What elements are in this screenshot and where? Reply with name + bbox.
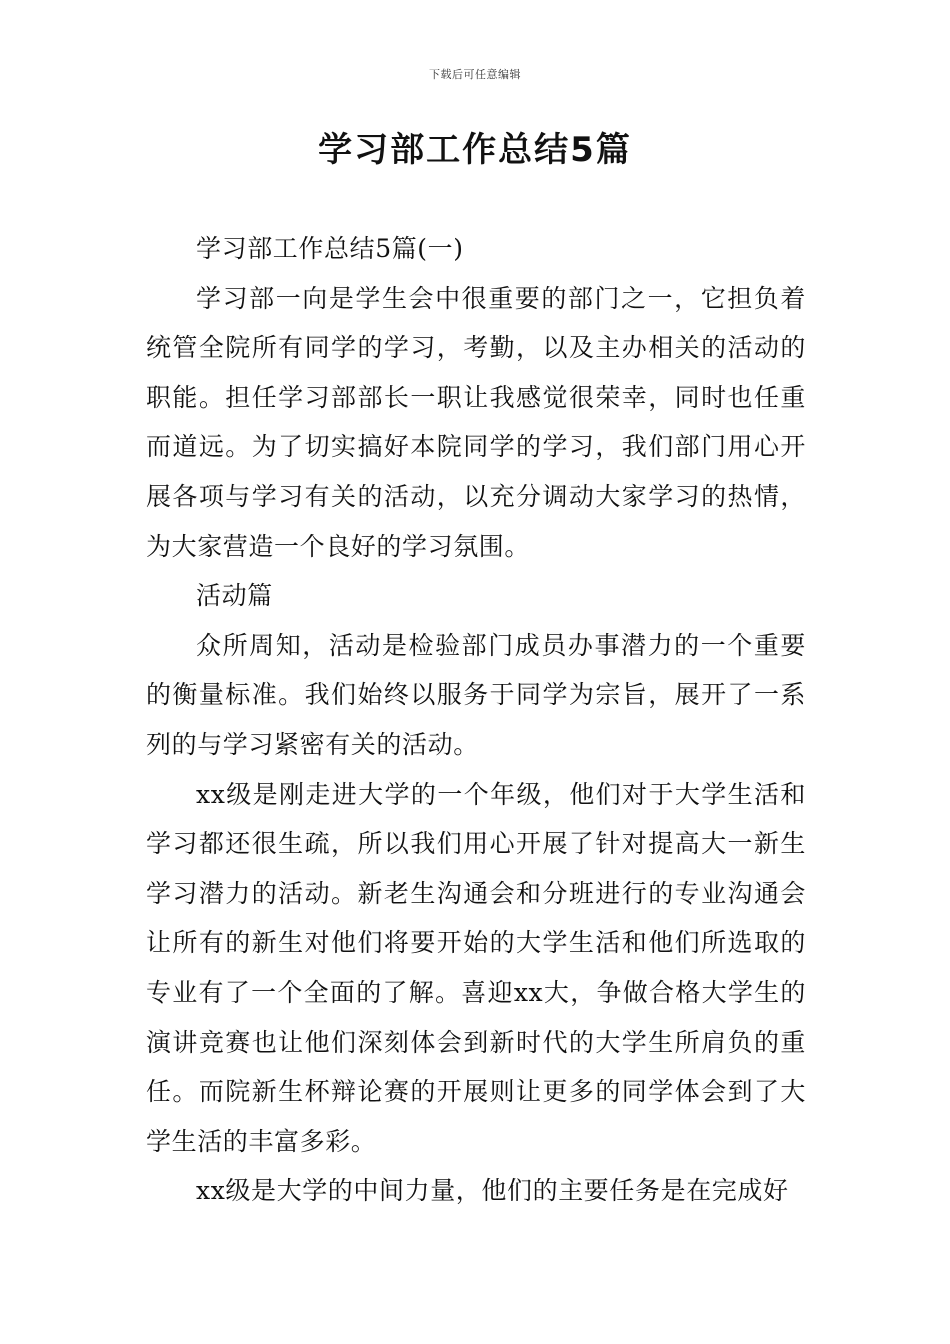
document-title: 学习部工作总结5篇 bbox=[318, 130, 632, 170]
intro-paragraph: 学习部一向是学生会中很重要的部门之一，它担负着统管全院所有同学的学习，考勤，以及主办相关的活动的职能。担任学习部部长一职让我感觉很荣幸，同时也任重而道远。为了切实搞好本院同学的学习，我们部门用心开展各项与学习有关的活动，以充分调动大家学习的热情，为大家营造一个良好的学习氛围。 bbox=[146, 283, 806, 561]
section-heading-activities: 活动篇 bbox=[196, 581, 273, 611]
freshman-paragraph: xx级是刚走进大学的一个年级，他们对于大学生活和学习都还很生疏，所以我们用心开展了针对提高大一新生学习潜力的活动。新老生沟通会和分班进行的专业沟通会让所有的新生对他们将要开始的大学生活和他们所选取的专业有了一个全面的了解。喜迎xx大，争做合格大学生的演讲竞赛也让他们深刻体会到新时代的大学生所肩负的重任。而院新生杯辩论赛的开展则让更多的同学体会到了大学生活的丰富多彩。 bbox=[146, 779, 806, 1156]
sophomore-paragraph: xx级是大学的中间力量，他们的主要任务是在完成好 bbox=[196, 1176, 789, 1206]
section-heading-part-one: 学习部工作总结5篇(一) bbox=[196, 234, 464, 263]
document-body bbox=[146, 224, 806, 1216]
activities-paragraph: 众所周知，活动是检验部门成员办事潜力的一个重要的衡量标准。我们始终以服务于同学为宗旨，展开了一系列的与学习紧密有关的活动。 bbox=[146, 630, 806, 759]
header-note: 下载后可任意编辑 bbox=[429, 68, 521, 81]
